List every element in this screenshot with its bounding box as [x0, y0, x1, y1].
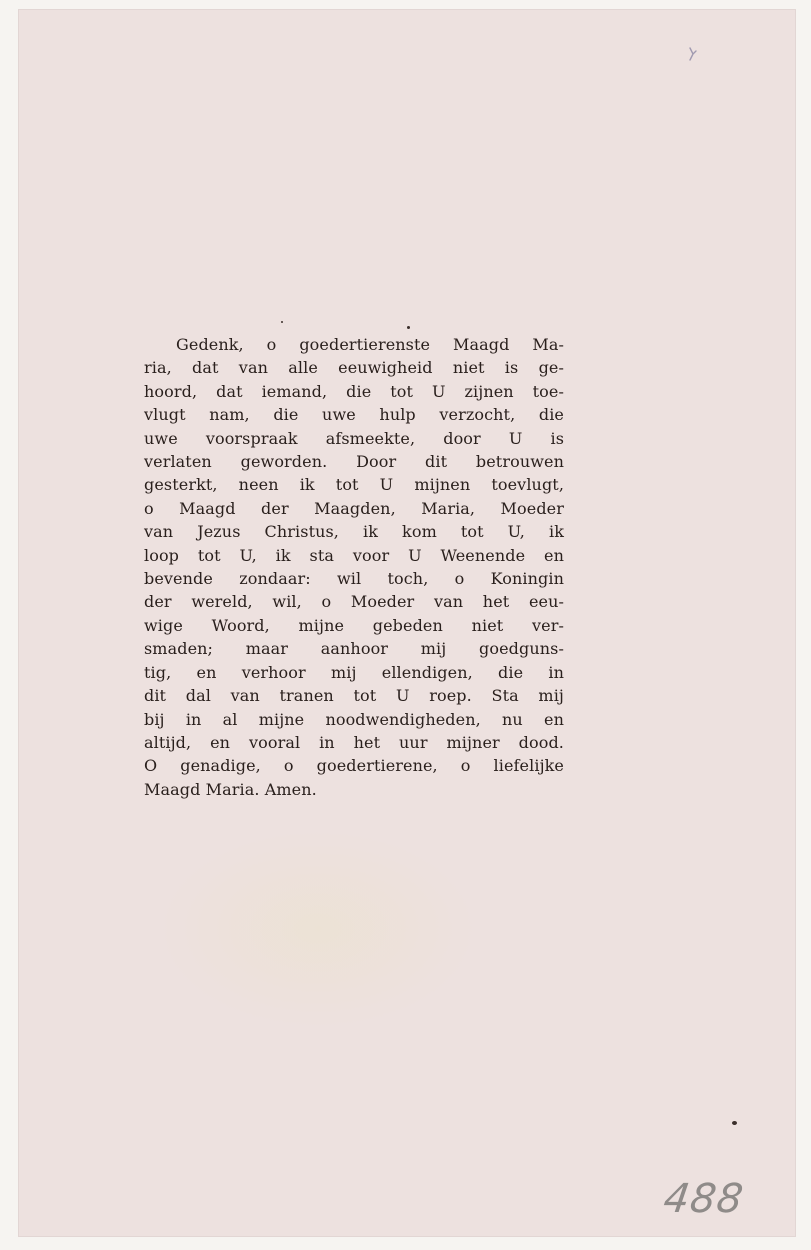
prayer-line: dit dal van tranen tot U roep. Sta mij: [144, 686, 564, 706]
prayer-line: der wereld, wil, o Moeder van het eeu-: [144, 592, 564, 612]
prayer-line: wige Woord, mijne gebeden niet ver-: [144, 615, 564, 635]
prayer-line: ria, dat van alle eeuwigheid niet is ge-: [144, 358, 564, 378]
prayer-line: uwe voorspraak afsmeekte, door U is: [144, 428, 564, 448]
prayer-line: Maagd Maria. Amen.: [144, 779, 317, 799]
prayer-line: vlugt nam, die uwe hulp verzocht, die: [144, 405, 564, 425]
prayer-text: [144, 333, 564, 801]
catalog-number: 488: [660, 1176, 747, 1222]
prayer-line: hoord, dat iemand, die tot U zijnen toe-: [144, 381, 564, 401]
prayer-line: bij in al mijne noodwendigheden, nu en: [144, 709, 564, 729]
prayer-line: van Jezus Christus, ik kom tot U, ik: [144, 522, 564, 542]
prayer-line: O genadige, o goedertierene, o liefelijke: [144, 756, 564, 776]
prayer-line: altijd, en vooral in het uur mijner dood.: [144, 732, 564, 752]
prayer-line: Gedenk, o goedertierenste Maagd Ma-: [176, 335, 564, 354]
prayer-line: gesterkt, neen ik tot U mijnen toevlugt,: [144, 475, 564, 495]
prayer-line: loop tot U, ik sta voor U Weenende en: [144, 545, 564, 565]
ink-speck: [732, 1121, 737, 1125]
prayer-line: tig, en verhoor mij ellendigen, die in: [144, 662, 564, 682]
prayer-line: o Maagd der Maagden, Maria, Moeder: [144, 498, 564, 518]
pencil-mark-icon: [684, 46, 700, 70]
prayer-line: bevende zondaar: wil toch, o Koningin: [144, 569, 564, 589]
prayer-line: verlaten geworden. Door dit betrouwen: [144, 452, 564, 472]
prayer-line: smaden; maar aanhoor mij goedguns-: [144, 639, 564, 659]
ink-speck: [407, 326, 410, 329]
ink-speck: [281, 321, 283, 323]
